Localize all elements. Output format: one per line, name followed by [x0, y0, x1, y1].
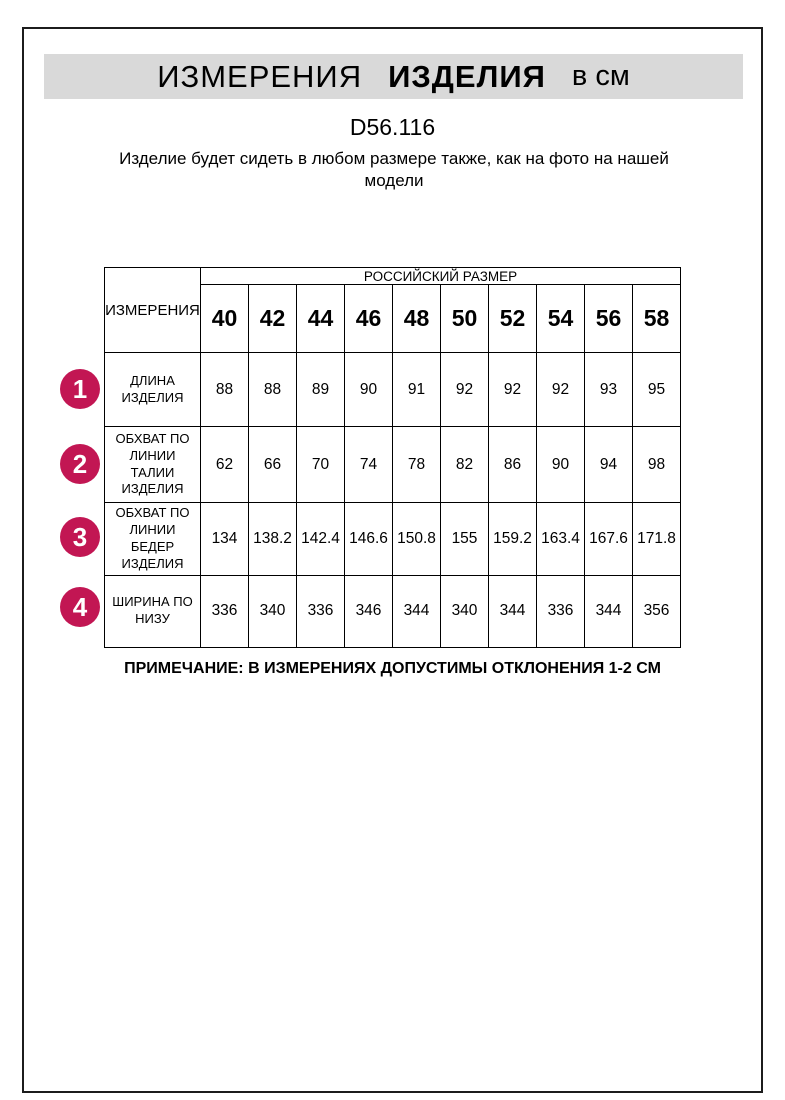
table-cell: 70	[297, 427, 345, 503]
table-cell: 98	[633, 427, 681, 503]
table-row	[105, 503, 681, 576]
product-code: D56.116	[349, 114, 436, 140]
title-banner	[44, 54, 743, 99]
size-header: 52	[489, 285, 537, 353]
table-cell: 150.8	[393, 503, 441, 576]
table-corner-label: ИЗМЕРЕНИЯ	[105, 268, 201, 353]
table-cell: 159.2	[489, 503, 537, 576]
table-cell: 78	[393, 427, 441, 503]
row-label: ОБХВАТ ПО ЛИНИИ ТАЛИИ ИЗДЕЛИЯ	[105, 427, 201, 503]
page-title-units: в см	[571, 60, 630, 92]
table-row	[105, 353, 681, 427]
table-cell: 92	[441, 353, 489, 427]
row-label: ДЛИНА ИЗДЕЛИЯ	[105, 353, 201, 427]
table-row	[105, 427, 681, 503]
size-header: 54	[537, 285, 585, 353]
table-cell: 74	[345, 427, 393, 503]
measurements-table-wrap	[72, 267, 681, 648]
size-header: 44	[297, 285, 345, 353]
size-header: 56	[585, 285, 633, 353]
table-cell: 336	[201, 575, 249, 647]
size-header: 40	[201, 285, 249, 353]
table-cell: 167.6	[585, 503, 633, 576]
table-cell: 82	[441, 427, 489, 503]
table-cell: 344	[393, 575, 441, 647]
table-cell: 138.2	[249, 503, 297, 576]
page-title-product: ИЗДЕЛИЯ	[388, 58, 546, 94]
table-cell: 62	[201, 427, 249, 503]
page-title-measurements: ИЗМЕРЕНИЯ	[157, 58, 363, 94]
row-marker-2: 2	[60, 444, 100, 484]
table-cell: 92	[489, 353, 537, 427]
table-cell: 344	[489, 575, 537, 647]
table-cell: 66	[249, 427, 297, 503]
table-cell: 90	[345, 353, 393, 427]
product-description: Изделие будет сидеть в любом размере также, как на фото на нашей модели	[119, 149, 669, 191]
size-header: 50	[441, 285, 489, 353]
table-cell: 86	[489, 427, 537, 503]
row-label: ШИРИНА ПО НИЗУ	[105, 575, 201, 647]
table-cell: 344	[585, 575, 633, 647]
size-header: 42	[249, 285, 297, 353]
table-cell: 340	[441, 575, 489, 647]
table-cell: 146.6	[345, 503, 393, 576]
table-cell: 340	[249, 575, 297, 647]
table-cell: 336	[537, 575, 585, 647]
table-cell: 336	[297, 575, 345, 647]
table-cell: 163.4	[537, 503, 585, 576]
row-marker-3: 3	[60, 517, 100, 557]
table-cell: 134	[201, 503, 249, 576]
table-cell: 346	[345, 575, 393, 647]
table-cell: 90	[537, 427, 585, 503]
size-header: 46	[345, 285, 393, 353]
table-cell: 88	[201, 353, 249, 427]
measurements-table	[104, 267, 681, 648]
table-cell: 92	[537, 353, 585, 427]
tolerance-note: ПРИМЕЧАНИЕ: В ИЗМЕРЕНИЯХ ДОПУСТИМЫ ОТКЛОНЕНИЯ 1-2 СМ	[124, 660, 661, 677]
table-cell: 155	[441, 503, 489, 576]
table-cell: 89	[297, 353, 345, 427]
size-header: 48	[393, 285, 441, 353]
table-row	[105, 575, 681, 647]
table-cell: 88	[249, 353, 297, 427]
table-cell: 94	[585, 427, 633, 503]
size-header: 58	[633, 285, 681, 353]
row-label: ОБХВАТ ПО ЛИНИИ БЕДЕР ИЗДЕЛИЯ	[105, 503, 201, 576]
page-frame	[22, 27, 763, 1093]
row-marker-4: 4	[60, 587, 100, 627]
table-cell: 93	[585, 353, 633, 427]
table-cell: 91	[393, 353, 441, 427]
table-cell: 95	[633, 353, 681, 427]
table-group-header: РОССИЙСКИЙ РАЗМЕР	[201, 268, 681, 285]
table-cell: 356	[633, 575, 681, 647]
row-marker-1: 1	[60, 369, 100, 409]
table-cell: 142.4	[297, 503, 345, 576]
table-cell: 171.8	[633, 503, 681, 576]
